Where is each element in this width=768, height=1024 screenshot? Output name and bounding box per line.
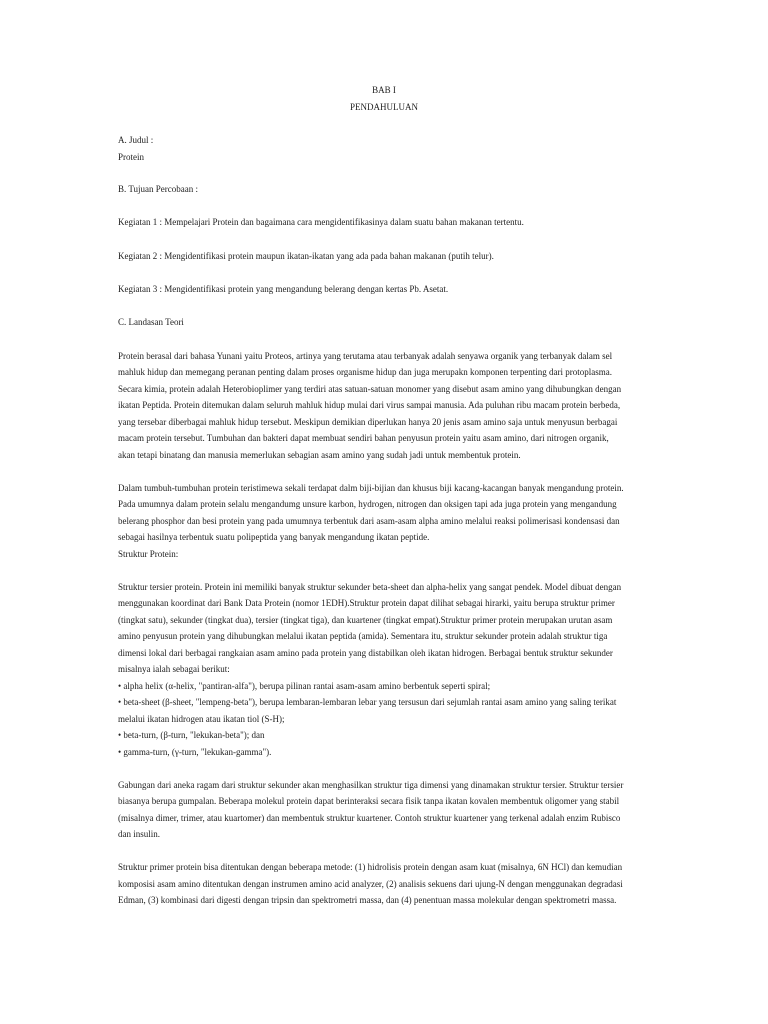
paragraph-line: Pada umumnya dalam protein selalu mengandumg unsure karbon, hydrogen, nitrogen dan oksigen tapi ada juga protein yang mengandung [118,499,617,509]
judul-label: A. Judul : [118,135,154,145]
paragraph-line: komposisi asam amino ditentukan dengan instrumen amino acid analyzer, (2) analisis sekuens dari ujung-N dengan menggunakan degradasi [118,879,623,889]
paragraph-line: yang tersebar diberbagai mahluk hidup tersebut. Meskipun demikian diperlukan hanya 20 jenis asam amino saja untuk menyusun berbagai [118,417,618,427]
paragraph-line: misalnya ialah sebagai berikut: [118,664,230,674]
kegiatan-2: Kegiatan 2 : Mengidentifikasi protein maupun ikatan-ikatan yang ada pada bahan makanan (putih telur). [118,251,494,261]
paragraph-line: Edman, (3) kombinasi dari digesti dengan tripsin dan spektrometri massa, dan (4) penentuan massa molekular dengan spektrometri massa. [118,895,617,905]
paragraph-line: Gabungan dari aneka ragam dari struktur sekunder akan menghasilkan struktur tiga dimensi yang dinamakan struktur tersier. Struktur tersier [118,780,624,790]
paragraph-line: belerang phosphor dan besi protein yang pada umumnya terbentuk dari asam-asam alpha amino melalui reaksi polimerisasi kondensasi dan [118,516,620,526]
kegiatan-1: Kegiatan 1 : Mempelajari Protein dan bagaimana cara mengidentifikasinya dalam suatu bahan makanan tertentu. [118,217,524,227]
bullet-item: • gamma-turn, (γ-turn, "lekukan-gamma"). [118,747,272,757]
paragraph-line: (tingkat satu), sekunder (tingkat dua), tersier (tingkat tiga), dan kuartener (tingkat empat).Struktur primer protein merupakan urutan asam [118,615,613,625]
paragraph-line: akan tetapi binatang dan manusia memerlukan sebagian asam amino yang sudah jadi untuk membentuk protein. [118,450,521,460]
judul-value: Protein [118,152,144,162]
paragraph-line: amino penyusun protein yang dihubungkan melalui ikatan peptida (amida). Sementara itu, struktur sekunder protein adalah struktur tiga [118,631,608,641]
chapter-title: PENDAHULUAN [350,102,418,112]
bullet-item: • beta-turn, (β-turn, "lekukan-beta"); dan [118,730,265,740]
paragraph-line: sebagai hasilnya terbentuk suatu polipeptida yang banyak mengandung ikatan peptide. [118,532,430,542]
paragraph-line: Protein berasal dari bahasa Yunani yaitu Proteos, artinya yang terutama atau terbanyak adalah senyawa organik yang terbanyak dalam sel [118,351,613,361]
paragraph-line: biasanya berupa gumpalan. Beberapa molekul protein dapat berinteraksi secara fisik tanpa ikatan kovalen membentuk oligomer yang stabil [118,796,620,806]
paragraph-line: menggunakan koordinat dari Bank Data Protein (nomor 1EDH).Struktur protein dapat dilihat sebagai hirarki, yaitu berupa struktur primer [118,598,615,608]
paragraph-line: dimensi lokal dari berbagai rangkaian asam amino pada protein yang distabilkan oleh ikatan hidrogen. Berbagai bentuk struktur sekunder [118,648,613,658]
paragraph-line: (misalnya dimer, trimer, atau kuartomer) dan membentuk struktur kuartener. Contoh struktur kuartener yang terkenal adalah enzim Rubisco [118,813,621,823]
paragraph-line: macam protein tersebut. Tumbuhan dan bakteri dapat membuat sendiri bahan penyusun protein yaitu asam amino, dari nitrogen organik, [118,433,609,443]
struktur-protein-heading: Struktur Protein: [118,549,179,559]
paragraph-line: melalui ikatan hidrogen atau ikatan tiol (S-H); [118,714,285,724]
paragraph-line: ikatan Peptida. Protein ditemukan dalam seluruh mahluk hidup mulai dari virus sampai manusia. Ada puluhan ribu macam protein berbeda, [118,400,621,410]
paragraph-line: mahluk hidup dan memegang peranan penting dalam proses organisme hidup dan juga merupakn komponen terpenting dari protoplasma. [118,367,612,377]
paragraph-line: Secara kimia, protein adalah Heterobioplimer yang terdiri atas satuan-satuan monomer yang disebut asam amino yang dihubungkan dengan [118,384,622,394]
landasan-label: C. Landasan Teori [118,317,184,327]
paragraph-line: Struktur primer protein bisa ditentukan dengan beberapa metode: (1) hidrolisis protein dengan asam kuat (misalnya, 6N HCl) dan kemudian [118,862,623,872]
chapter-number: BAB I [372,85,396,95]
kegiatan-3: Kegiatan 3 : Mengidentifikasi protein yang mengandung belerang dengan kertas Pb. Asetat. [118,284,449,294]
bullet-item: • alpha helix (α-helix, "pantiran-alfa"), berupa pilinan rantai asam-asam amino berbentuk seperti spiral; [118,681,491,691]
paragraph-line: Struktur tersier protein. Protein ini memiliki banyak struktur sekunder beta-sheet dan alpha-helix yang sangat pendek. Model dibuat dengan [118,582,622,592]
paragraph-line: Dalam tumbuh-tumbuhan protein teristimewa sekali terdapat dalm biji-bijian dan khusus biji kacang-kacangan banyak mengandung protein. [118,483,624,493]
tujuan-label: B. Tujuan Percobaan : [118,184,198,194]
bullet-item: • beta-sheet (β-sheet, "lempeng-beta"), berupa lembaran-lembaran lebar yang tersusun dari sejumlah rantai asam amino yang saling terikat [118,697,617,707]
paragraph-line: dan insulin. [118,829,160,839]
